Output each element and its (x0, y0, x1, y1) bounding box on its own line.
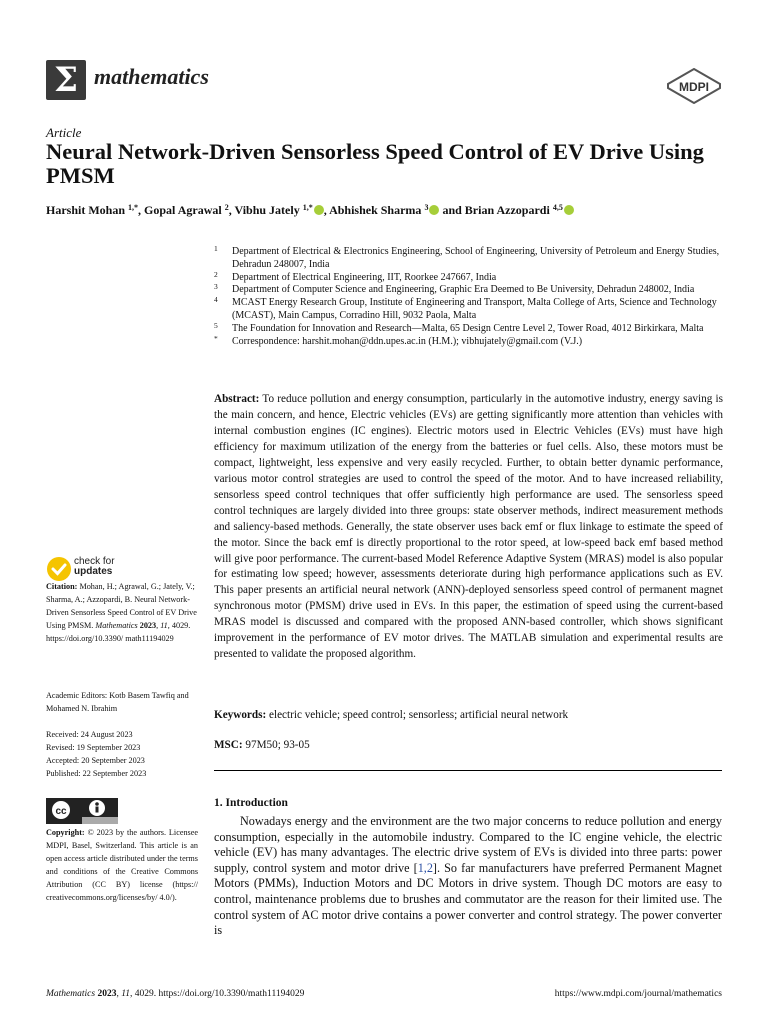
affiliation-number: 4 (214, 295, 218, 305)
publication-dates (46, 728, 198, 780)
footer-volume: 11 (121, 989, 130, 999)
divider (214, 770, 722, 771)
affiliation-number: 5 (214, 320, 218, 330)
footer-citation: Mathematics 2023, 11, 4029. https://doi.org/10.3390/math11194029 (46, 989, 305, 999)
author-affiliation-marker: 4,5 (552, 203, 563, 212)
intro-text: Nowadays energy and the environment are the two major concerns to reduce pollution and energy consumption, especially in the automobile industry. Compared to the IC engine vehicle, the electric vehicle (EV) has many advantages. The electric drive system of EVs is divided into three parts: power supply, control system and motor drive [ (214, 814, 722, 875)
author-affiliation-marker: 3 (424, 203, 429, 212)
section-heading: 1. Introduction (214, 797, 288, 809)
check-for-updates-label[interactable] (74, 557, 115, 577)
author-affiliation-marker: 2 (224, 203, 229, 212)
msc-codes (214, 739, 723, 751)
keywords (214, 709, 723, 721)
article-type: Article (46, 125, 82, 140)
date-published: Published: 22 September 2023 (46, 769, 147, 778)
intro-text-cont: ]. So far manufacturers have preferred Permanent Magnet Motors (PMMs), Induction Motors and DC Motors in drive system. Though DC motors are easy to control, maintenance problems due to brushes and commutator are the reason for their limited use. The control system of AC motor drive contains a power converter and control strategy. The power converter is (214, 860, 722, 938)
orcid-icon[interactable] (429, 205, 439, 215)
mdpi-logo (666, 68, 722, 104)
cc-by-license-icon[interactable] (46, 798, 118, 824)
check-updates-line2: updates (74, 566, 113, 577)
article-title: Neural Network-Driven Sensorless Speed Control of EV Drive Using PMSM (46, 139, 704, 188)
keywords-text: electric vehicle; speed control; sensorless; artificial neural network (269, 709, 569, 721)
affiliation-text: Department of Computer Science and Engineering, Graphic Era Deemed to Be University, Dehradun 248002, India (232, 284, 695, 296)
citation-link[interactable]: 1,2 (417, 860, 433, 875)
author-name: Abhishek Sharma (329, 203, 425, 217)
citation-journal: Mathematics (95, 621, 138, 630)
date-revised: Revised: 19 September 2023 (46, 743, 141, 752)
affiliation-number: 2 (214, 269, 218, 279)
author-affiliation-marker: 1,* (302, 203, 313, 212)
msc-text: 97M50; 93-05 (245, 739, 310, 751)
affiliation-text: The Foundation for Innovation and Research—Malta, 65 Design Centre Level 2, Tower Road, 4012 Birkirkara, Malta (232, 322, 704, 334)
abstract-label: Abstract: (214, 393, 260, 405)
footer-doi[interactable]: , 4029. https://doi.org/10.3390/math11194029 (130, 989, 305, 999)
date-received: Received: 24 August 2023 (46, 730, 133, 739)
copyright-text: © 2023 by the authors. Licensee MDPI, Basel, Switzerland. This article is an open access article distributed under the terms and conditions of the Creative Commons Attribution (CC BY) license (https:// creativecommons.org/licenses/by/ 4.0/). (46, 828, 199, 902)
msc-label: MSC: (214, 739, 243, 751)
mdpi-logo-text: MDPI (679, 80, 709, 94)
affiliation-item (214, 269, 724, 285)
author-name: Gopal Agrawal (144, 203, 225, 217)
page-footer (46, 989, 722, 999)
author-separator: , (228, 203, 235, 217)
affiliation-item (214, 246, 724, 272)
academic-editors: Academic Editors: Kotb Basem Tawfiq and Mohamed N. Ibrahim (46, 691, 189, 713)
author-separator: , (138, 203, 145, 217)
affiliation-item (214, 320, 724, 336)
citation-label: Citation: (46, 582, 78, 591)
affiliation-item (214, 297, 724, 323)
author-name: Vibhu Jately (234, 203, 303, 217)
keywords-label: Keywords: (214, 709, 267, 721)
copyright-label: Copyright: (46, 828, 85, 837)
journal-logo: Σ (46, 60, 86, 100)
affiliation-item (214, 333, 724, 349)
citation-text: Mohan, H.; Agrawal, G.; Jately, V.; Sharma, A.; Azzopardi, B. Neural Network-Driven Sensorless Speed Control of EV Drive Using PMSM. (46, 582, 197, 630)
affiliation-item (214, 284, 724, 297)
orcid-icon[interactable] (314, 205, 324, 215)
citation-year: 2023 (139, 621, 157, 630)
author-name: Harshit Mohan (46, 203, 129, 217)
citation-doi[interactable]: , 4029. https://doi.org/10.3390/ math11194029 (46, 621, 191, 643)
affiliation-text: MCAST Energy Research Group, Institute of Engineering and Transport, Malta College of Arts, Science and Technology (MCAST), Main Campus, Corradino Hill, 9032 Paola, Malta (232, 297, 717, 321)
affiliation-text: Correspondence: harshit.mohan@ddn.upes.ac.in (H.M.); vibhujately@gmail.com (V.J.) (232, 335, 583, 347)
intro-paragraph (214, 814, 722, 939)
author-name: Brian Azzopardi (464, 203, 553, 217)
affiliation-number: * (214, 333, 218, 343)
footer-url[interactable]: https://www.mdpi.com/journal/mathematics (554, 989, 722, 999)
footer-year: 2023 (97, 989, 117, 999)
affiliation-number: 3 (214, 282, 218, 292)
orcid-icon[interactable] (564, 205, 574, 215)
author-separator: , (323, 203, 330, 217)
author-list (46, 203, 574, 218)
check-for-updates-icon[interactable] (46, 556, 72, 582)
date-accepted: Accepted: 20 September 2023 (46, 756, 145, 765)
svg-text:cc: cc (55, 806, 67, 817)
affiliation-text: Department of Electrical Engineering, IIT, Roorkee 247667, India (232, 271, 497, 283)
citation-volume: 11 (160, 621, 168, 630)
affiliation-number: 1 (214, 244, 218, 253)
abstract-text: To reduce pollution and energy consumption, particularly in the automotive industry, energy saving is the main concern, and hence, Electric vehicles (EVs) are getting significantly more attention than vehicles with internal combustion engines (IC engines). Electric motors used in Electric Vehicles (EVs) must have high efficiency for maximum utilization of the energy from the batteries or fuel cells. Also, these motors must be compact, lightweight, less expensive and very easily recycled. Further, to obtain better dynamic performance, various motor control strategies are used to control the speed of the motor. And to have increased reliability, sensorless speed control techniques that offer sufficiently high performance are used. The sensorless speed control techniques are largely divided into three groups: state observer methods, indirect measurement methods and saliency-based methods. Generally, the state observer uses back emf or flux linkage to estimate the speed of the motor. Since the back emf is directly proportional to the rotor speed, at low-speed back emf based method will give poor performance. The current-based Model Reference Adaptive System (MRAS) model is also popular for estimating low speed; however, assessments deteriorate during high performance applications such as EV. This paper presents an artificial neural network (ANN)-deployed sensorless speed control of permanent magnet synchronous motor (PMSM) drive used in EVs. In this paper, the estimation of speed using the current-based MRAS model is discussed and compared with the proposed ANN-based controller, which shows significant improvement in the performance of EV motor drives. The MATLAB simulation and experimental results are presented to validate the proposed algorithm. (214, 393, 723, 661)
journal-name: mathematics (94, 64, 209, 89)
abstract (214, 392, 723, 663)
check-updates-line1: check for (74, 556, 115, 567)
footer-journal: Mathematics (46, 989, 96, 999)
author-affiliation-marker: 1,* (128, 203, 139, 212)
citation-block: Citation: Mohan, H.; Agrawal, G.; Jately, V.; Sharma, A.; Azzopardi, B. Neural Network-Driven Sensorless Speed Control of EV Drive Using PMSM. Mathematics 2023, 11, 4029. https://doi.org/10.3390/ math11194029 (46, 582, 197, 643)
affiliations (214, 246, 724, 348)
author-separator: and (439, 203, 465, 217)
affiliation-text: Department of Electrical & Electronics Engineering, School of Engineering, University of Petroleum and Energy Studies, Dehradun 248007, India (232, 246, 720, 270)
copyright-notice (46, 826, 198, 904)
